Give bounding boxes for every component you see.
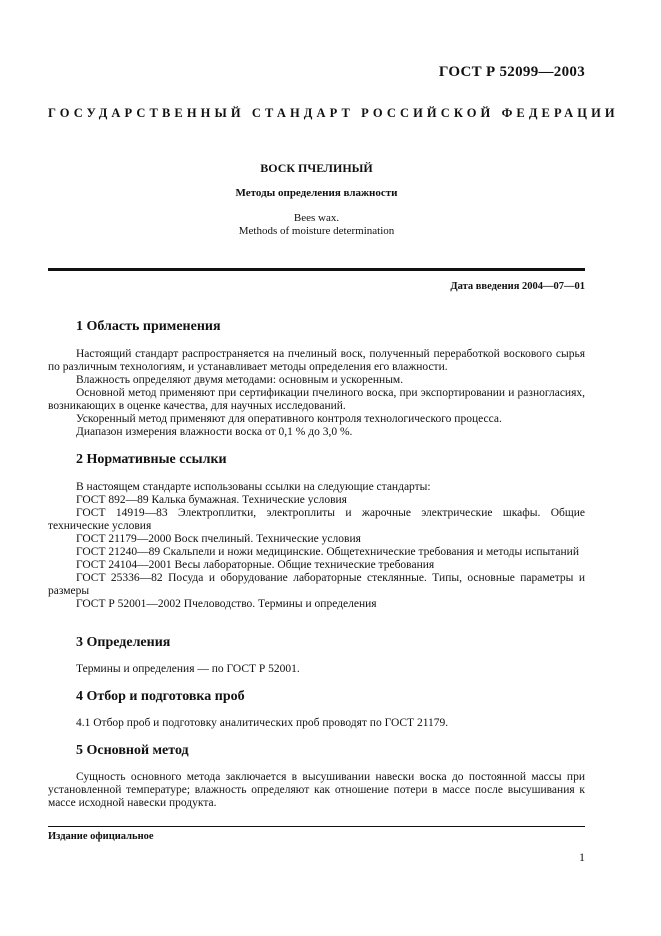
section-1-heading: 1 Область применения	[76, 319, 221, 334]
section-5-paragraph: Сущность основного метода заключается в высушивании навески воска до постоянной массы при установленной температуре; влажность определяют как отношение потери в массе после высушивания к массе исходной навески продукта.	[48, 771, 585, 809]
section-1-paragraph: Настоящий стандарт распространяется на пчелиный воск, полученный переработкой воскового сырья по различным технологиям, и устанавливает методы определения его влажности.	[48, 348, 585, 373]
section-3-body	[48, 663, 585, 676]
section-4-body	[48, 717, 585, 730]
introduction-date: Дата введения 2004—07—01	[450, 281, 585, 292]
section-1-paragraph: Диапазон измерения влажности воска от 0,1 % до 3,0 %.	[76, 426, 353, 438]
reference-item: ГОСТ 21179—2000 Воск пчелиный. Технические условия	[76, 533, 361, 545]
reference-item: ГОСТ 14919—83 Электроплитки, электроплиты и жарочные электрические шкафы. Общие технические условия	[48, 507, 585, 532]
title-divider	[48, 268, 585, 271]
reference-item: ГОСТ 892—89 Калька бумажная. Технические условия	[76, 494, 347, 506]
section-5-heading: 5 Основной метод	[76, 743, 189, 758]
section-2-intro: В настоящем стандарте использованы ссылки на следующие стандарты:	[76, 481, 431, 493]
reference-item: ГОСТ 25336—82 Посуда и оборудование лабораторные стеклянные. Типы, основные параметры и размеры	[48, 572, 585, 597]
section-1-body	[48, 348, 585, 439]
section-2-heading: 2 Нормативные ссылки	[76, 452, 227, 467]
section-4-paragraph: 4.1 Отбор проб и подготовку аналитических проб проводят по ГОСТ 21179.	[76, 717, 449, 729]
document-title: ВОСК ПЧЕЛИНЫЙ	[260, 161, 373, 175]
section-3-heading: 3 Определения	[76, 635, 171, 650]
section-4-heading: 4 Отбор и подготовка проб	[76, 689, 245, 704]
reference-item: ГОСТ 21240—89 Скальпели и ножи медицинские. Общетехнические требования и методы испытаний	[76, 546, 579, 558]
standard-code: ГОСТ Р 52099—2003	[438, 64, 585, 80]
document-subtitle: Методы определения влажности	[235, 187, 398, 199]
footer-divider	[48, 826, 585, 827]
section-1-paragraph: Основной метод применяют при сертификации пчелиного воска, при экспортировании и разногласиях, возникающих в оценке качества, для научных исследований.	[48, 387, 585, 412]
reference-item: ГОСТ Р 52001—2002 Пчеловодство. Термины и определения	[76, 598, 377, 610]
page-number: 1	[579, 850, 585, 864]
reference-item: ГОСТ 24104—2001 Весы лабораторные. Общие технические требования	[76, 559, 435, 571]
section-5-body	[48, 771, 585, 810]
section-2-body	[48, 481, 585, 611]
section-1-paragraph: Ускоренный метод применяют для оперативного контроля технологического процесса.	[76, 413, 502, 425]
english-subtitle: Methods of moisture determination	[238, 225, 395, 237]
state-standard-heading: ГОСУДАРСТВЕННЫЙ СТАНДАРТ РОССИЙСКОЙ ФЕДЕРАЦИИ	[48, 106, 619, 120]
english-title: Bees wax.	[293, 212, 340, 224]
section-3-paragraph: Термины и определения — по ГОСТ Р 52001.	[76, 663, 300, 675]
section-1-paragraph: Влажность определяют двумя методами: основным и ускоренным.	[76, 374, 404, 386]
official-edition-label: Издание официальное	[48, 831, 154, 842]
